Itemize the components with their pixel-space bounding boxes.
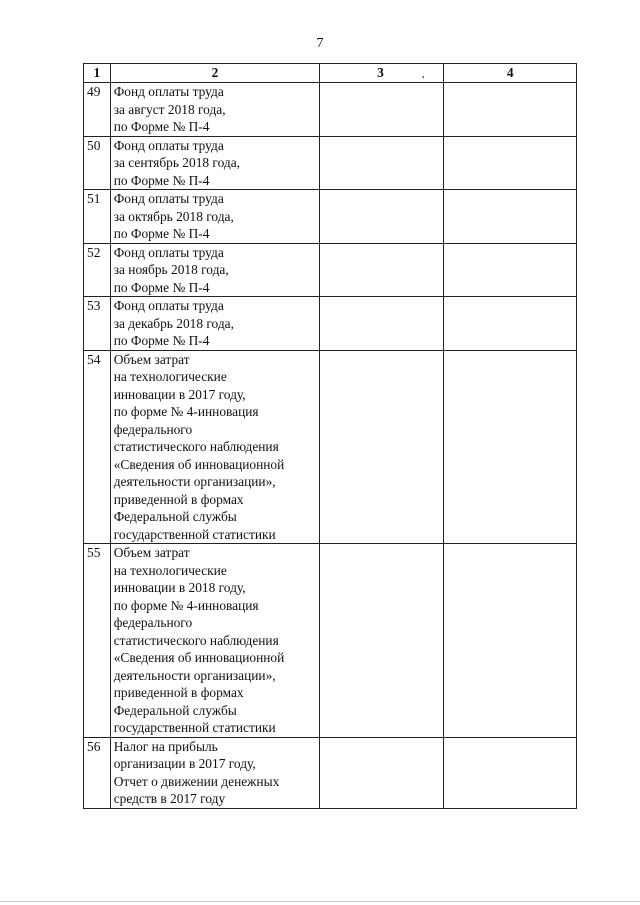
table-row: [84, 350, 577, 544]
row-col-3-cell: [320, 136, 444, 190]
row-number: 55: [84, 544, 111, 738]
row-indicator-name: Налог на прибыль организации в 2017 году, Отчет о движении денежных средств в 2017 году: [110, 737, 320, 808]
row-col-4-cell: [444, 83, 577, 137]
row-number: 51: [84, 190, 111, 244]
header-col-3: [320, 64, 444, 83]
indicator-table: [83, 63, 577, 809]
table-row: [84, 297, 577, 351]
row-col-4-cell: [444, 243, 577, 297]
row-col-3-cell: [320, 737, 444, 808]
table-row: [84, 136, 577, 190]
row-indicator-name: Фонд оплаты труда за декабрь 2018 года, по Форме № П-4: [110, 297, 320, 351]
row-col-4-cell: [444, 190, 577, 244]
row-number: 50: [84, 136, 111, 190]
row-number: 56: [84, 737, 111, 808]
row-col-3-cell: [320, 297, 444, 351]
row-col-3-cell: [320, 544, 444, 738]
row-number: 53: [84, 297, 111, 351]
row-number: 49: [84, 83, 111, 137]
table-header-row: [84, 64, 577, 83]
row-col-4-cell: [444, 737, 577, 808]
table-row: [84, 544, 577, 738]
table-row: [84, 83, 577, 137]
row-col-3-cell: [320, 350, 444, 544]
row-number: 54: [84, 350, 111, 544]
row-indicator-name: Фонд оплаты труда за ноябрь 2018 года, по Форме № П-4: [110, 243, 320, 297]
row-col-4-cell: [444, 136, 577, 190]
row-col-4-cell: [444, 350, 577, 544]
row-col-4-cell: [444, 544, 577, 738]
row-indicator-name: Объем затрат на технологические инновации в 2017 году, по форме № 4-инновация федерального статистического наблюдения «Сведения об инновационной деятельности организации», приведенной в формах Федеральной службы государственной статистики: [110, 350, 320, 544]
row-col-3-cell: [320, 83, 444, 137]
row-col-3-cell: [320, 190, 444, 244]
row-number: 52: [84, 243, 111, 297]
row-col-3-cell: [320, 243, 444, 297]
header-col-1: 1: [84, 64, 111, 83]
header-stray-mark: ,: [421, 68, 425, 80]
page-bottom-divider: [0, 901, 640, 902]
row-indicator-name: Фонд оплаты труда за октябрь 2018 года, по Форме № П-4: [110, 190, 320, 244]
row-col-4-cell: [444, 297, 577, 351]
row-indicator-name: Фонд оплаты труда за сентябрь 2018 года, по Форме № П-4: [110, 136, 320, 190]
table-row: [84, 737, 577, 808]
table-row: [84, 190, 577, 244]
header-col-2: 2: [110, 64, 320, 83]
header-col-4: 4: [444, 64, 577, 83]
row-indicator-name: Объем затрат на технологические инновации в 2018 году, по форме № 4-инновация федерального статистического наблюдения «Сведения об инновационной деятельности организации», приведенной в формах Федеральной службы государственной статистики: [110, 544, 320, 738]
header-col-3-label: 3: [377, 65, 384, 80]
table-row: [84, 243, 577, 297]
page-number: 7: [316, 36, 324, 51]
row-indicator-name: Фонд оплаты труда за август 2018 года, по Форме № П-4: [110, 83, 320, 137]
